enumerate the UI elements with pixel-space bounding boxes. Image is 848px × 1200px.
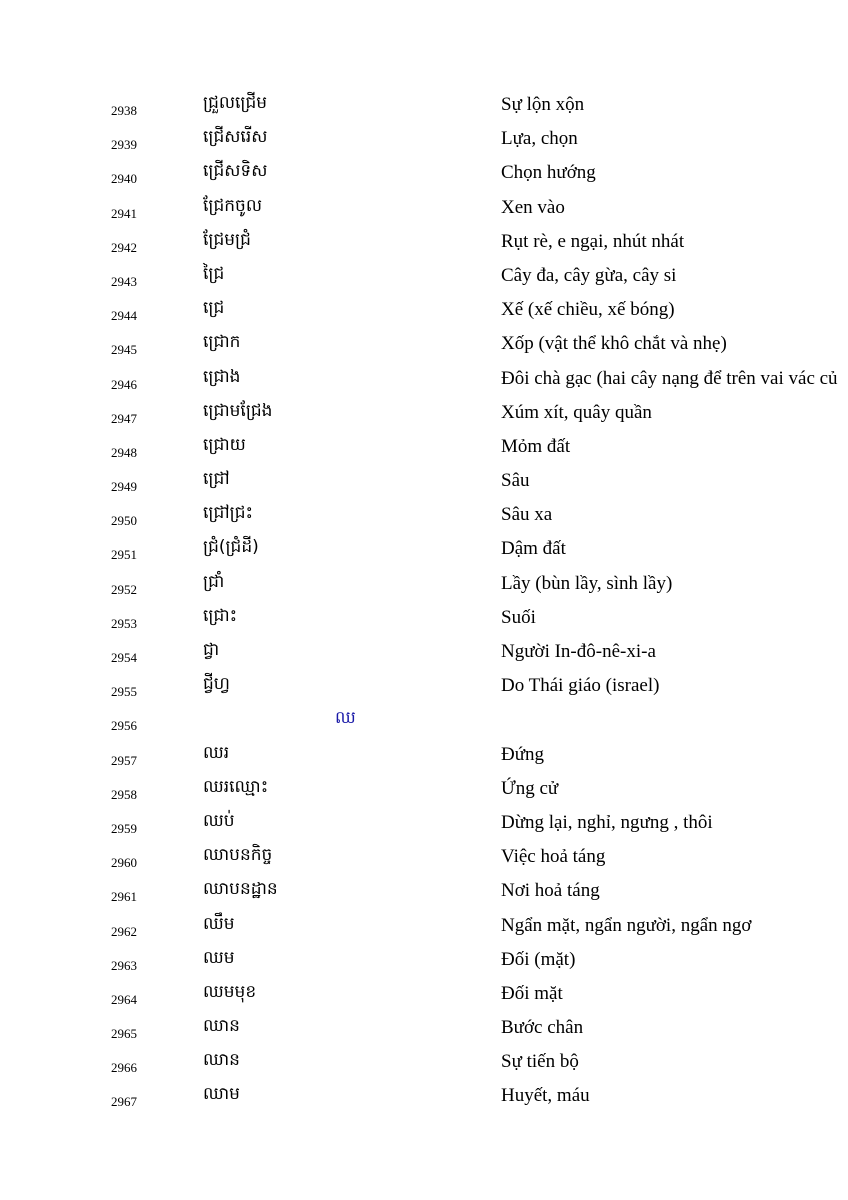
khmer-term: ឈាបនកិច្ច xyxy=(203,845,273,866)
dictionary-entry-row xyxy=(0,738,848,772)
vietnamese-definition: Cây đa, cây gừa, cây si xyxy=(501,264,677,286)
dictionary-table xyxy=(0,88,848,1114)
vietnamese-definition: Suối xyxy=(501,606,536,628)
vietnamese-definition: Mỏm đất xyxy=(501,435,571,457)
vietnamese-definition: Đôi chà gạc (hai cây nạng để trên vai vác củ xyxy=(501,367,838,389)
khmer-term: ជ្រាំ xyxy=(203,571,225,592)
dictionary-entry-row xyxy=(0,1011,848,1045)
entry-number: 2948 xyxy=(111,444,137,460)
entry-number: 2949 xyxy=(111,479,137,495)
khmer-term: ឈប់ xyxy=(203,810,235,831)
khmer-term: ឈរឈ្មោះ xyxy=(203,776,269,797)
khmer-term: ឈាម xyxy=(203,1084,240,1105)
dictionary-entry-row xyxy=(0,669,848,703)
vietnamese-definition: Lầy (bùn lầy, sình lầy) xyxy=(501,572,673,594)
vietnamese-definition: Việc hoả táng xyxy=(501,846,606,868)
khmer-term: ជ្រោក xyxy=(203,332,241,353)
entry-number: 2941 xyxy=(111,205,137,221)
dictionary-entry-row xyxy=(0,259,848,293)
khmer-term: ជ្រោយ xyxy=(203,434,246,455)
vietnamese-definition: Sâu xyxy=(501,470,530,492)
entry-number: 2938 xyxy=(111,103,137,118)
khmer-term: ជ្រោះ xyxy=(203,605,238,626)
entry-number: 2964 xyxy=(111,991,137,1007)
dictionary-entry-row xyxy=(0,1079,848,1113)
khmer-term: ជ្រៅ xyxy=(203,469,230,490)
dictionary-entry-row xyxy=(0,909,848,943)
vietnamese-definition: Ứng cử xyxy=(501,777,559,799)
entry-number: 2961 xyxy=(111,889,137,905)
khmer-term: ឈម xyxy=(203,947,235,968)
khmer-term: ជ្រួលជ្រើម xyxy=(203,93,268,113)
vietnamese-definition: Xúm xít, quây quần xyxy=(501,401,652,423)
vietnamese-definition: Chọn hướng xyxy=(501,162,596,184)
dictionary-entry-row xyxy=(0,122,848,156)
khmer-term: ឈមមុខ xyxy=(203,981,257,1002)
khmer-term: ជ្រើសទិស xyxy=(203,161,268,182)
entry-number: 2945 xyxy=(111,342,137,358)
dictionary-entry-row xyxy=(0,943,848,977)
entry-number: 2951 xyxy=(111,547,137,563)
dictionary-entry-row xyxy=(0,88,848,122)
dictionary-entry-row xyxy=(0,156,848,190)
entry-number: 2966 xyxy=(111,1060,137,1076)
entry-number: 2943 xyxy=(111,273,137,289)
khmer-term: ជ្រែកចូល xyxy=(203,195,263,216)
dictionary-entry-row xyxy=(0,191,848,225)
entry-number: 2940 xyxy=(111,171,137,187)
vietnamese-definition: Huyết, máu xyxy=(501,1085,590,1107)
entry-number: 2967 xyxy=(111,1094,137,1110)
entry-number: 2955 xyxy=(111,684,137,700)
dictionary-entry-row xyxy=(0,293,848,327)
dictionary-entry-row xyxy=(0,772,848,806)
vietnamese-definition: Xế (xế chiều, xế bóng) xyxy=(501,299,675,321)
khmer-term: ឈាន xyxy=(203,1016,240,1037)
dictionary-entry-row xyxy=(0,977,848,1011)
vietnamese-definition: Rụt rè, e ngại, nhút nhát xyxy=(501,230,685,252)
vietnamese-definition: Dậm đất xyxy=(501,538,566,560)
vietnamese-definition: Nơi hoả táng xyxy=(501,880,600,902)
dictionary-entry-row xyxy=(0,567,848,601)
entry-number: 2962 xyxy=(111,923,137,939)
entry-number: 2954 xyxy=(111,650,137,665)
dictionary-entry-row xyxy=(0,601,848,635)
vietnamese-definition: Đứng xyxy=(501,743,545,765)
entry-number: 2957 xyxy=(111,752,137,768)
entry-number: 2939 xyxy=(111,137,137,153)
dictionary-entry-row xyxy=(0,396,848,430)
khmer-term: ជ្រើសរើស xyxy=(203,127,268,148)
khmer-term: ជ្រៃ xyxy=(203,263,225,284)
vietnamese-definition: Đối (mặt) xyxy=(501,948,576,970)
khmer-term: ជ្រោង xyxy=(203,366,241,387)
khmer-term: ជ្រៅជ្រះ xyxy=(203,503,253,524)
entry-number: 2956 xyxy=(111,718,137,734)
khmer-term: ជ្រំ(ជ្រំដី) xyxy=(203,537,259,558)
vietnamese-definition: Đối mặt xyxy=(501,982,563,1004)
entry-number: 2944 xyxy=(111,308,137,324)
entry-number: 2942 xyxy=(111,239,137,255)
dictionary-entry-row xyxy=(0,327,848,361)
dictionary-entry-row xyxy=(0,362,848,396)
khmer-term: ជ្វា xyxy=(203,640,220,660)
dictionary-entry-row xyxy=(0,225,848,259)
khmer-term: ឈាន xyxy=(203,1050,240,1071)
khmer-term: ជ្រោមជ្រែង xyxy=(203,400,273,421)
entry-number: 2952 xyxy=(111,581,137,597)
dictionary-entry-row xyxy=(0,464,848,498)
entry-number: 2963 xyxy=(111,957,137,973)
vietnamese-definition: Do Thái giáo (israel) xyxy=(501,675,660,697)
entry-number: 2958 xyxy=(111,786,137,802)
entry-number: 2965 xyxy=(111,1026,137,1042)
dictionary-entry-row xyxy=(0,874,848,908)
dictionary-entry-row xyxy=(0,1045,848,1079)
vietnamese-definition: Xốp (vật thể khô chắt và nhẹ) xyxy=(501,333,727,355)
entry-number: 2947 xyxy=(111,410,137,426)
dictionary-entry-row xyxy=(0,806,848,840)
dictionary-entry-row xyxy=(0,532,848,566)
entry-number: 2953 xyxy=(111,615,137,631)
section-letter: ឈ xyxy=(335,708,356,729)
khmer-term: ឈឹម xyxy=(203,913,235,934)
dictionary-entry-row xyxy=(0,635,848,669)
khmer-term: ជ្វីហ្វ xyxy=(203,674,230,695)
vietnamese-definition: Ngẩn mặt, ngẩn người, ngẩn ngơ xyxy=(501,914,752,936)
entry-number: 2959 xyxy=(111,820,137,836)
vietnamese-definition: Dừng lại, nghỉ, ngưng , thôi xyxy=(501,811,713,833)
vietnamese-definition: Người In-đô-nê-xi-a xyxy=(501,641,656,662)
section-heading-row xyxy=(0,703,848,737)
vietnamese-definition: Sâu xa xyxy=(501,504,553,526)
vietnamese-definition: Lựa, chọn xyxy=(501,128,578,150)
vietnamese-definition: Bước chân xyxy=(501,1017,584,1039)
vietnamese-definition: Sự tiến bộ xyxy=(501,1051,579,1073)
dictionary-entry-row xyxy=(0,840,848,874)
khmer-term: ជ្រេ xyxy=(203,298,225,319)
khmer-term: ឈាបនដ្ឋាន xyxy=(203,879,278,900)
entry-number: 2960 xyxy=(111,855,137,871)
vietnamese-definition: Sự lộn xộn xyxy=(501,94,585,115)
dictionary-entry-row xyxy=(0,430,848,464)
entry-number: 2950 xyxy=(111,513,137,529)
dictionary-entry-row xyxy=(0,498,848,532)
khmer-term: ឈរ xyxy=(203,742,230,763)
vietnamese-definition: Xen vào xyxy=(501,196,565,218)
khmer-term: ជ្រែមជ្រំ xyxy=(203,229,251,250)
entry-number: 2946 xyxy=(111,376,137,392)
